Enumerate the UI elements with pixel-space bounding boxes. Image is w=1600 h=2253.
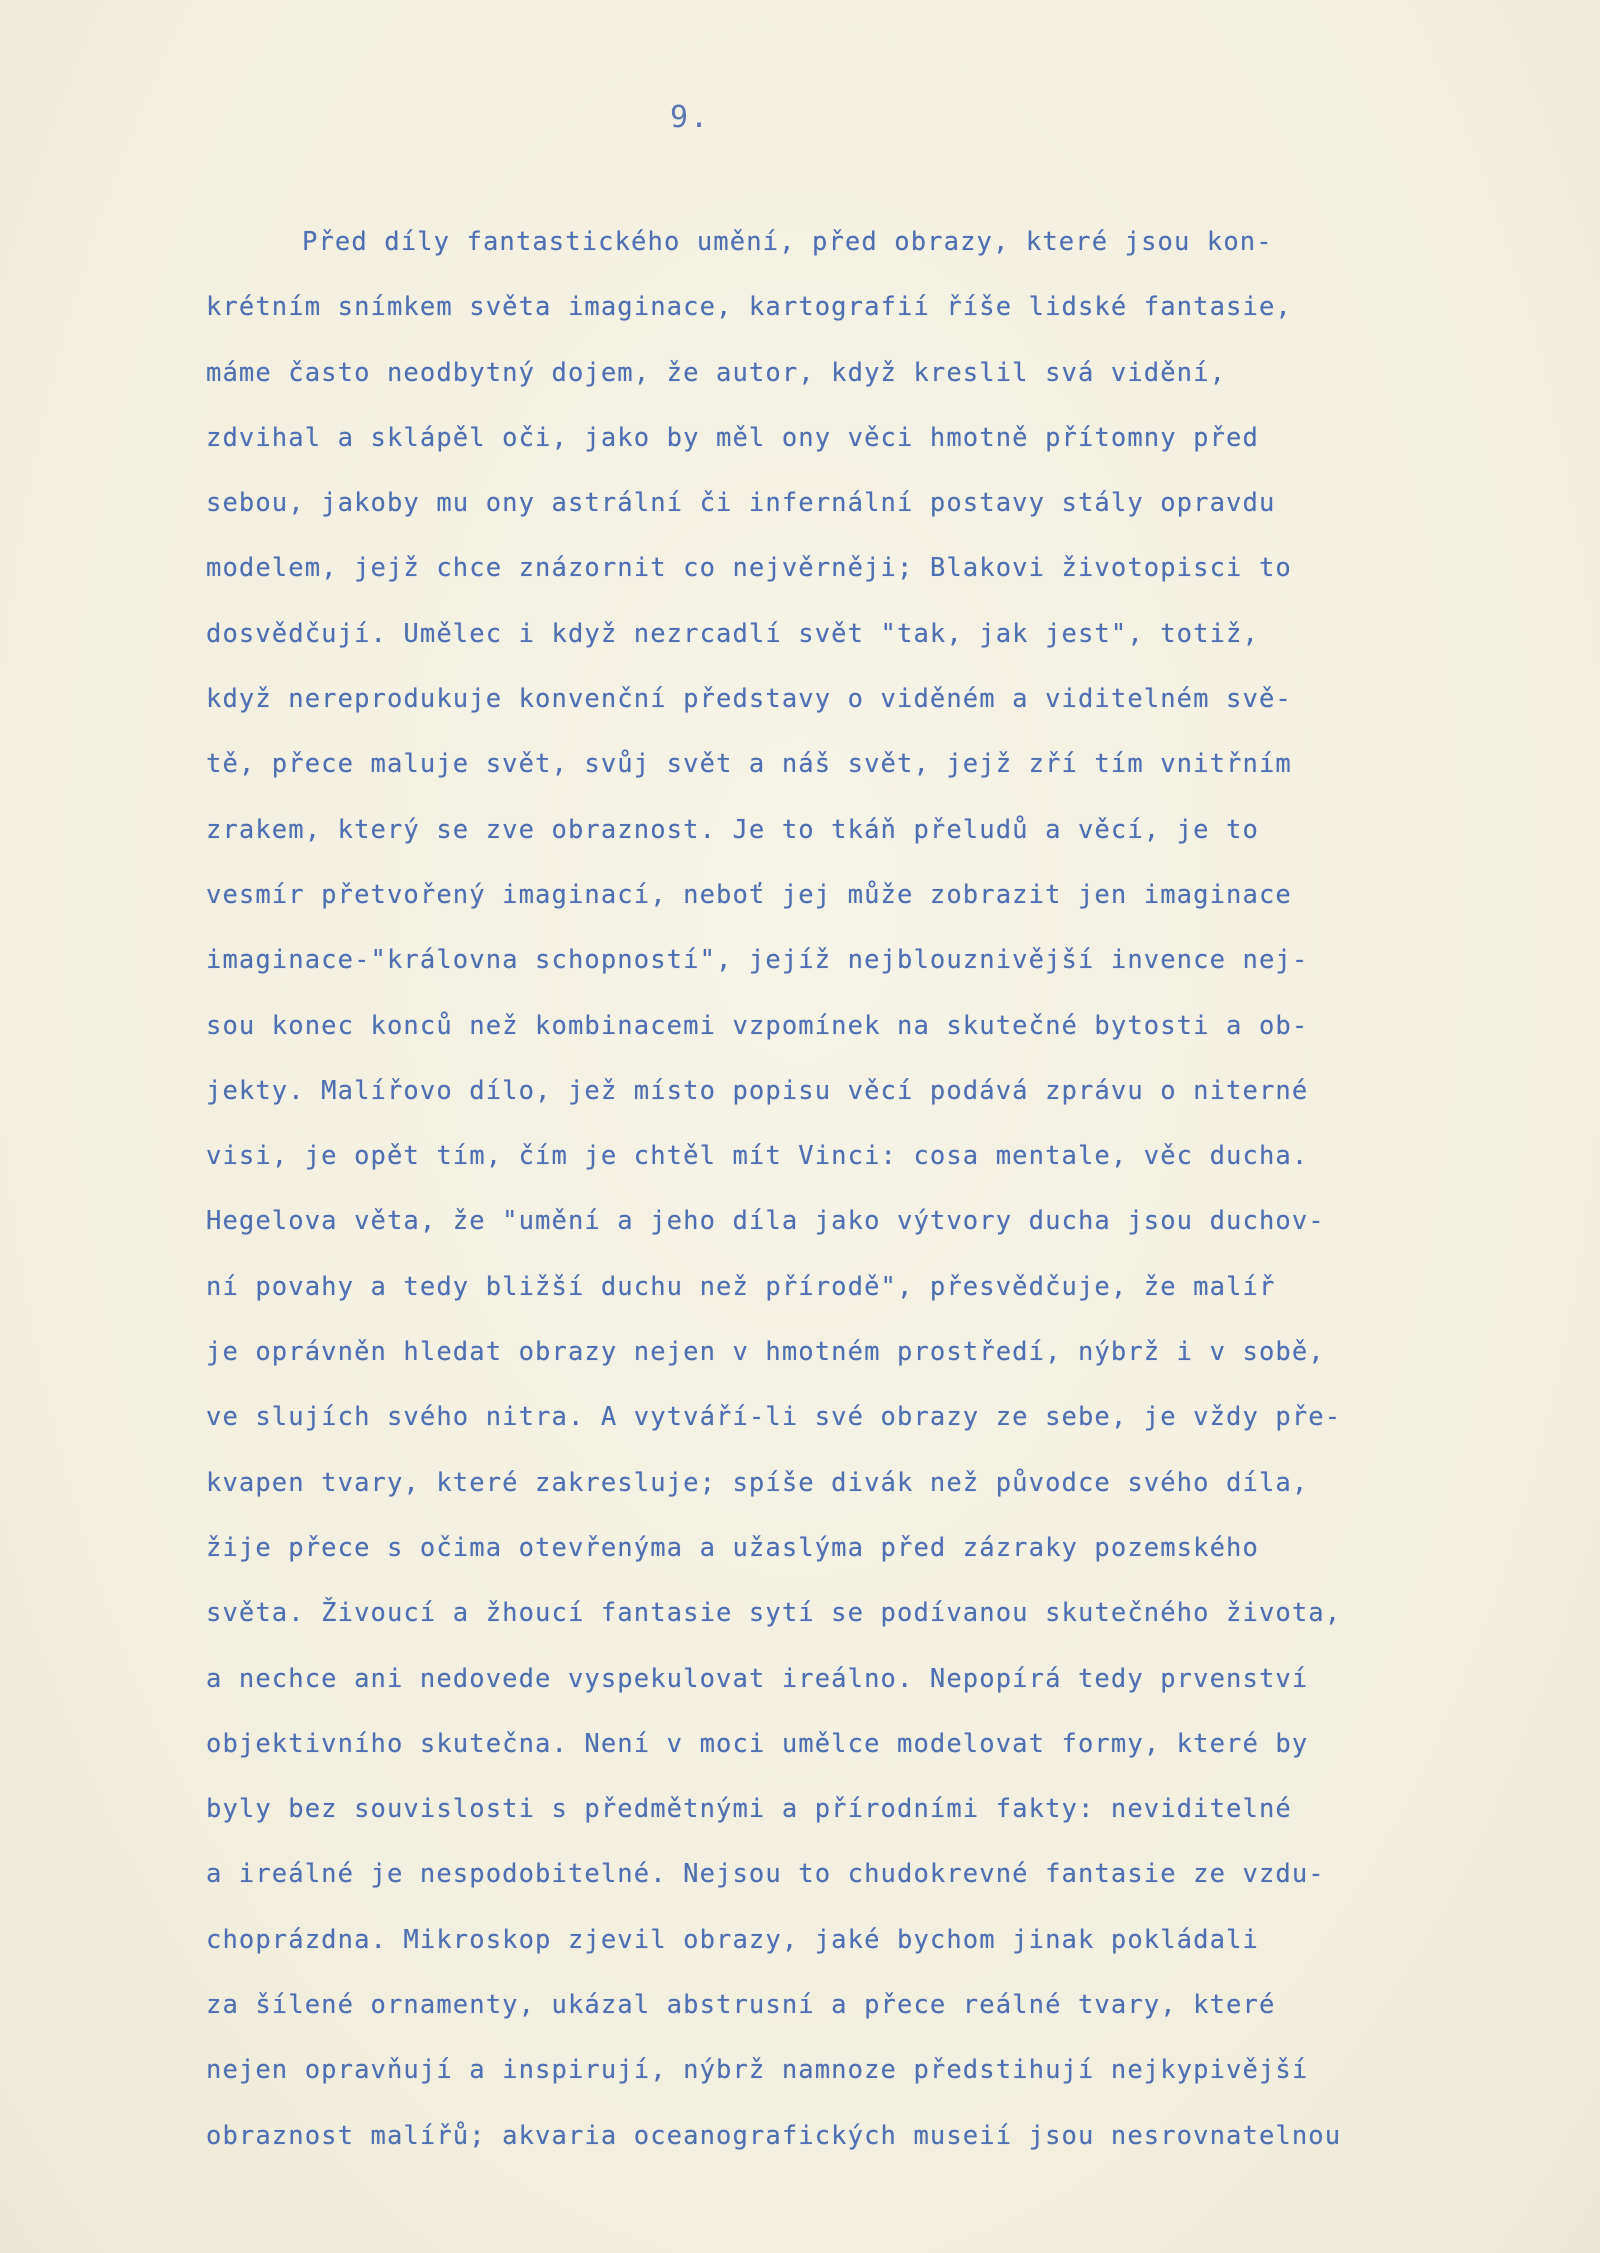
text-line: zrakem, který se zve obraznost. Je to tkáň přeludů a věcí, je to bbox=[206, 814, 1259, 845]
text-line: sou konec konců než kombinacemi vzpomínek na skutečné bytosti a ob- bbox=[206, 1010, 1309, 1041]
text-line: sebou, jakoby mu ony astrální či infernální postavy stály opravdu bbox=[206, 488, 1276, 519]
text-line: nejen opravňují a inspirují, nýbrž namnoze předstihují nejkypivější bbox=[206, 2055, 1309, 2086]
text-line: když nereprodukuje konvenční představy o viděném a viditelném svě- bbox=[206, 684, 1292, 715]
body-text bbox=[206, 210, 1546, 2169]
text-line: Před díly fantastického umění, před obrazy, které jsou kon- bbox=[302, 227, 1273, 257]
text-line: vesmír přetvořený imaginací, neboť jej může zobrazit jen imaginace bbox=[206, 879, 1292, 910]
text-line: ní povahy a tedy bližší duchu než přírodě", přesvědčuje, že malíř bbox=[206, 1271, 1276, 1302]
text-line: imaginace-"královna schopností", jejíž nejblouznivější invence nej- bbox=[206, 945, 1309, 976]
text-line: visi, je opět tím, čím je chtěl mít Vinci: cosa mentale, věc ducha. bbox=[206, 1141, 1309, 1172]
text-line: a nechce ani nedovede vyspekulovat ireálno. Nepopírá tedy prvenství bbox=[206, 1663, 1309, 1694]
text-line: za šílené ornamenty, ukázal abstrusní a přece reálné tvary, které bbox=[206, 1990, 1276, 2021]
text-line: tě, přece maluje svět, svůj svět a náš svět, jejž zří tím vnitřním bbox=[206, 749, 1292, 780]
text-line: byly bez souvislosti s předmětnými a přírodními fakty: neviditelné bbox=[206, 1794, 1292, 1825]
text-line: krétním snímkem světa imaginace, kartografií říše lidské fantasie, bbox=[206, 292, 1292, 323]
text-line: Hegelova věta, že "umění a jeho díla jako výtvory ducha jsou duchov- bbox=[206, 1206, 1325, 1237]
text-line: je oprávněn hledat obrazy nejen v hmotném prostředí, nýbrž i v sobě, bbox=[206, 1337, 1325, 1368]
text-line: máme často neodbytný dojem, že autor, když kreslil svá vidění, bbox=[206, 357, 1227, 388]
text-line: dosvědčují. Umělec i když nezrcadlí svět "tak, jak jest", totiž, bbox=[206, 618, 1259, 649]
text-line: obraznost malířů; akvaria oceanografických museií jsou nesrovnatelnou bbox=[206, 2120, 1342, 2151]
text-line: kvapen tvary, které zakresluje; spíše divák než původce svého díla, bbox=[206, 1467, 1309, 1498]
text-line: zdvihal a sklápěl oči, jako by měl ony věci hmotně přítomny před bbox=[206, 422, 1259, 453]
page-number: 9. bbox=[670, 100, 711, 135]
text-line: světa. Živoucí a žhoucí fantasie sytí se podívanou skutečného života, bbox=[206, 1598, 1342, 1629]
text-line: objektivního skutečna. Není v moci umělce modelovat formy, které by bbox=[206, 1728, 1309, 1759]
text-line: jekty. Malířovo dílo, jež místo popisu věcí podává zprávu o niterné bbox=[206, 1075, 1309, 1106]
text-line: žije přece s očima otevřenýma a užaslýma před zázraky pozemského bbox=[206, 1532, 1259, 1563]
text-line: a ireálné je nespodobitelné. Nejsou to chudokrevné fantasie ze vzdu- bbox=[206, 1859, 1325, 1890]
text-line: modelem, jejž chce znázornit co nejvěrněji; Blakovi životopisci to bbox=[206, 553, 1292, 584]
text-line: choprázdna. Mikroskop zjevil obrazy, jaké bychom jinak pokládali bbox=[206, 1924, 1259, 1955]
text-line: ve slujích svého nitra. A vytváří-li své obrazy ze sebe, je vždy pře- bbox=[206, 1402, 1342, 1433]
